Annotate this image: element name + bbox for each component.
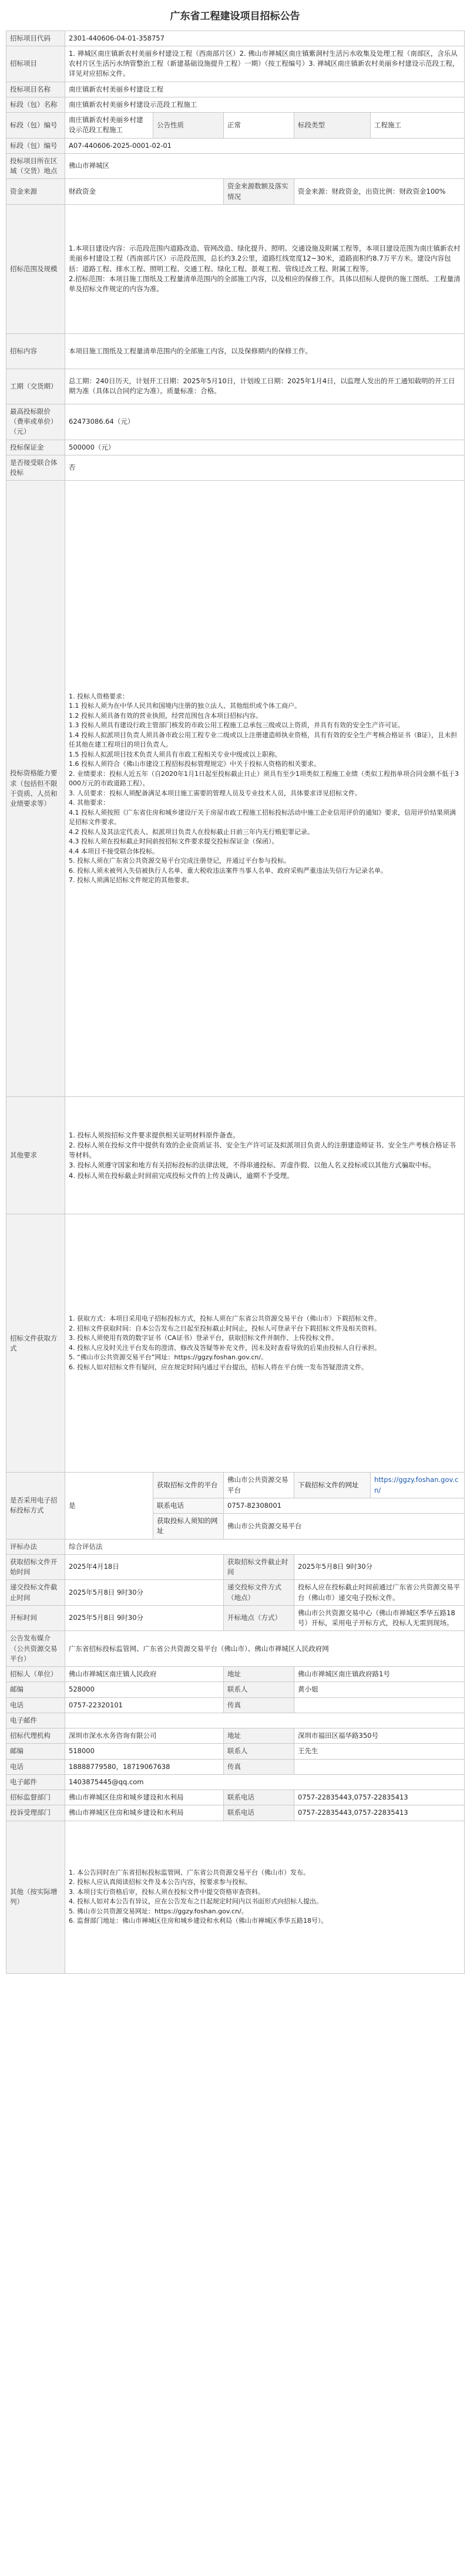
pkg-code-label: 标段（包）编号 [6, 113, 65, 139]
fund-source-label: 资金来源 [6, 179, 65, 205]
fund-amount-value: 资金来源：财政资金，出资比例：财政资金100% [294, 179, 465, 205]
qualification-label: 投标资格能力要求（包括但不限于资质、人员和业绩要求等） [6, 481, 65, 1097]
bid-place-value: 投标人应在投标截止时间前通过广东省公共资源交易平台（佛山市）递交电子投标文件。 [294, 1580, 465, 1606]
agency-phone-label: 电话 [6, 1759, 65, 1774]
postcode-label: 邮编 [6, 1682, 65, 1697]
bid-deadline-label: 递交投标文件截止时间 [6, 1580, 65, 1606]
page-title: 广东省工程建设项目招标公告 [170, 11, 300, 22]
supervisor-phone-label: 联系电话 [224, 1790, 294, 1805]
name-value: 1. 禅城区南庄镇新农村美丽乡村建设工程（西南部片区）2. 佛山市禅城区南庄镇紫洞村生活污水收集及处理工程（南部区，含乐从农村片区生活污水纳管整治工程（新建基础设施提升工程）一期）（按工程编号）3. 禅城区南庄镇新农村美丽乡村建设示范段工程，详见对应招标文件。 [65, 46, 465, 82]
agency-fax-label: 传真 [224, 1759, 294, 1774]
platform-addr-label: 下载招标文件的网址 [294, 1473, 371, 1498]
scope-label: 招标范围及规模 [6, 204, 65, 333]
agency-value: 深圳市深水水务咨询有限公司 [65, 1728, 224, 1744]
pkg-type-value: 工程施工 [371, 113, 465, 139]
open-place-value: 佛山市公共资源交易中心（佛山市禅城区季华五路18号）开标，采用电子开标方式，投标人无需到现场。 [294, 1605, 465, 1631]
public-note-value: 正常 [224, 113, 294, 139]
other-notes-value: 1. 本公告同时在广东省招标投标监管网、广东省公共资源交易平台（佛山市）发布。 2. 投标人应认真阅读招标文件及本公告内容，按要求参与投标。 3. 本项目实行资格后审，投标人须在投标文件中提交资格审查资料。 4. 投标人如对本公告有异议，应在公告发布之日起规定时间内以书面形式向招标人提出。 5. 佛山市公共资源交易网址：https://ggzy.foshan.gov.cn/。 6. 监督部门地址：佛山市禅城区住房和城乡建设和水利局（佛山市禅城区季华五路18号）。 [65, 1821, 465, 1973]
code-value: 2301-440606-04-01-358757 [65, 31, 465, 46]
fax-value [294, 1697, 465, 1713]
agency-addr-value: 深圳市福田区福华路350号 [294, 1728, 465, 1744]
guarantee-value: 500000（元） [65, 440, 465, 455]
address-label: 地址 [224, 1667, 294, 1682]
fund-amount-label: 资金来源数额及落实情况 [224, 179, 294, 205]
pkg-name-short: 南庄镇新农村美丽乡村建设示范段工程施工 [65, 113, 153, 139]
complaint-label: 投诉受理部门 [6, 1805, 65, 1821]
elec-contact-value: 0757-82308001 [224, 1498, 465, 1513]
content-label: 招标内容 [6, 333, 65, 369]
agency-phone-value: 18888779580，18719067638 [65, 1759, 224, 1774]
other-notes-label: 其他（按实际增列） [6, 1821, 65, 1973]
bid-place-label: 递交投标文件方式（地点） [224, 1580, 294, 1606]
fax-label: 传真 [224, 1697, 294, 1713]
project-name-label: 投标项目名称 [6, 82, 65, 97]
eval-method-label: 评标办法 [6, 1539, 65, 1554]
period-label: 工期（交货期） [6, 369, 65, 404]
scope-value: 1.本项目建设内容：示范段范围内道路改造、管网改造、绿化提升、照明、交通设施及附属工程等，本项目建设范围为南庄镇新农村美丽乡村建设工程（西南部片区）示范段范围，总长约3.2公里，道路红线宽度12~30米，道路面积约8.7万平方米。建设内容包括：道路工程、排水工程、照明工程、交通工程、绿化工程、景观工程、管线迁改工程、附属工程等。 2.招标范围：本项目施工图纸及工程量清单范围内的全部施工内容，以及相应的保修工作。具体以招标人提供的施工图纸、工程量清单及招标文件规定的内容为准。 [65, 204, 465, 333]
land-value: 佛山市禅城区 [65, 153, 465, 179]
public-note-label: 公告性质 [153, 113, 224, 139]
elec-platform-value: 佛山市公共资源交易平台 [224, 1473, 294, 1498]
pkg-name-label: 标段（包）名称 [6, 97, 65, 112]
agency-contact-label: 联系人 [224, 1744, 294, 1759]
agency-postcode-value: 518000 [65, 1744, 224, 1759]
phone-label: 电话 [6, 1697, 65, 1713]
tenderer-label: 招标人（单位） [6, 1667, 65, 1682]
agency-email-value: 1403875445@qq.com [65, 1774, 465, 1790]
email-value [65, 1713, 465, 1728]
bid-deadline-value: 2025年5月8日 9时30分 [65, 1580, 224, 1606]
complaint-value: 佛山市禅城区住房和城乡建设和水利局 [65, 1805, 224, 1821]
pkg-code-value: A07-440606-2025-0001-02-01 [65, 138, 465, 153]
agency-addr-label: 地址 [224, 1728, 294, 1744]
complaint-phone-value: 0757-22835443,0757-22835413 [294, 1805, 465, 1821]
address-value: 佛山市禅城区南庄镇政府路1号 [294, 1667, 465, 1682]
joint-label: 是否接受联合体投标 [6, 455, 65, 481]
open-place-label: 开标地点（方式） [224, 1605, 294, 1631]
agency-email-label: 电子邮件 [6, 1774, 65, 1790]
procurement-value: 佛山市公共资源交易平台 [224, 1514, 465, 1539]
electronic-value: 1. 获取方式：本项目采用电子招标投标方式，投标人须在广东省公共资源交易平台（佛山市）下载招标文件。 2. 招标文件获取时间：自本公告发布之日起至投标截止时间止，投标人可登录平台下载招标文件及相关资料。 3. 投标人须使用有效的数字证书（CA证书）登录平台，获取招标文件并制作、上传投标文件。 4. 投标人应及时关注平台发布的澄清、修改及答疑等补充文件，因未及时查看导致的后果由投标人自行承担。 5. “佛山市公共资源交易平台”网址：https://ggzy.foshan.gov.cn/。 6. 投标人如对招标文件有疑问，应在规定时间内通过平台提出，招标人将在平台统一发布答疑澄清文件。 [65, 1214, 465, 1473]
pkg-code-label-2: 标段（包）编号 [6, 138, 65, 153]
price-limit-label: 最高投标限价（费率或单价）（元） [6, 404, 65, 440]
get-end-value: 2025年5月8日 9时30分 [294, 1554, 465, 1580]
supervisor-value: 佛山市禅城区住房和城乡建设和水利局 [65, 1790, 224, 1805]
is-electronic-value: 是 [65, 1473, 153, 1539]
open-time-label: 开标时间 [6, 1605, 65, 1631]
complaint-phone-label: 联系电话 [224, 1805, 294, 1821]
open-time-value: 2025年5月8日 9时30分 [65, 1605, 224, 1631]
pkg-type-label: 标段类型 [294, 113, 371, 139]
fund-source-value: 财政资金 [65, 179, 224, 205]
procurement-label: 获取投标人须知的网址 [153, 1514, 224, 1539]
get-end-label: 获取招标文件截止时间 [224, 1554, 294, 1580]
electronic-label: 招标文件获取方式 [6, 1214, 65, 1473]
notice-table [6, 31, 465, 1974]
agency-label: 招标代理机构 [6, 1728, 65, 1744]
period-value: 总工期：240日历天，计划开工日期：2025年5月10日，计划竣工日期：2025年1月4日，以监理人发出的开工通知载明的开工日期为准（具体以合同约定为准）。质量标准：合格。 [65, 369, 465, 404]
project-name-value: 南庄镇新农村美丽乡村建设工程 [65, 82, 465, 97]
eval-method-value: 综合评估法 [65, 1539, 465, 1554]
guarantee-label: 投标保证金 [6, 440, 65, 455]
supervisor-label: 招标监督部门 [6, 1790, 65, 1805]
get-start-label: 获取招标文件开始时间 [6, 1554, 65, 1580]
name-label: 招标项目 [6, 46, 65, 82]
agency-fax-value [294, 1759, 465, 1774]
code-label: 招标项目代码 [6, 31, 65, 46]
elec-platform-label: 获取招标文件的平台 [153, 1473, 224, 1498]
email-label: 电子邮件 [6, 1713, 65, 1728]
postcode-value: 528000 [65, 1682, 224, 1697]
media-value: 广东省招标投标监管网、广东省公共资源交易平台（佛山市）、佛山市禅城区人民政府网 [65, 1631, 465, 1667]
platform-addr-value[interactable]: https://ggzy.foshan.gov.cn/ [371, 1473, 465, 1498]
other-req-value: 1. 投标人须按招标文件要求提供相关证明材料原件备查。 2. 投标人须在投标文件中提供有效的企业资质证书、安全生产许可证及拟派项目负责人的注册建造师证书、安全生产考核合格证书等材料。 3. 投标人须遵守国家和地方有关招标投标的法律法规，不得串通投标、弄虚作假、以他人名义投标或以其他方式骗取中标。 4. 投标人须在投标截止时间前完成投标文件的上传及确认，逾期不予受理。 [65, 1097, 465, 1214]
tenderer-value: 佛山市禅城区南庄镇人民政府 [65, 1667, 224, 1682]
price-limit-value: 62473086.64（元） [65, 404, 465, 440]
contact-value: 黄小姐 [294, 1682, 465, 1697]
joint-value: 否 [65, 455, 465, 481]
media-label: 公告发布媒介（公共资源交易平台） [6, 1631, 65, 1667]
is-electronic-label: 是否采用电子招标投标方式 [6, 1473, 65, 1539]
land-label: 投标项目所在区域（交货）地点 [6, 153, 65, 179]
elec-contact-label: 联系电话 [153, 1498, 224, 1513]
other-req-label: 其他要求 [6, 1097, 65, 1214]
phone-value: 0757-22320101 [65, 1697, 224, 1713]
contact-label: 联系人 [224, 1682, 294, 1697]
qualification-value: 1. 投标人资格要求： 1.1 投标人须为在中华人民共和国境内注册的独立法人、其他组织或个体工商户。 1.2 投标人须具备有效的营业执照，经营范围包含本项目招标内容。 1.3 投标人须具有建设行政主管部门核发的市政公用工程施工总承包三级或以上资质，并具有有效的安全生产许可证。 1.4 投标人拟派项目负责人须具备市政公用工程专业二级或以上注册建造师执业资格，具有有效的安全生产考核合格证书（B证），且未担任其他在建工程项目的项目负责人。 1.5 投标人拟派项目技术负责人须具有市政工程相关专业中级或以上职称。 1.6 投标人须符合《佛山市建设工程招标投标管理规定》中关于投标人资格的相关要求。 2. 业绩要求：投标人近五年（自2020年1月1日起至投标截止日止）须具有至少1项类似工程施工业绩（类似工程指单项合同金额不低于3000万元的市政道路工程）。 3. 人员要求：投标人须配备满足本项目施工需要的管理人员及专业技术人员，具体要求详见招标文件。 4. 其他要求： 4.1 投标人须按照《广东省住房和城乡建设厅关于房屋市政工程施工招标投标活动中施工企业信用评价的通知》要求，信用评价结果须满足招标文件要求。 4.2 投标人及其法定代表人、拟派项目负责人在投标截止日前三年内无行贿犯罪记录。 4.3 投标人须在投标截止时间前按招标文件要求提交投标保证金（保函）。 4.4 本项目不接受联合体投标。 5. 投标人须在广东省公共资源交易平台完成注册登记，并通过平台参与投标。 6. 投标人须未被列入失信被执行人名单、重大税收违法案件当事人名单、政府采购严重违法失信行为记录名单。 7. 投标人须满足招标文件规定的其他要求。 [65, 481, 465, 1097]
agency-contact-value: 王先生 [294, 1744, 465, 1759]
content-value: 本项目施工图纸及工程量清单范围内的全部施工内容，以及保修期内的保修工作。 [65, 333, 465, 369]
supervisor-phone-value: 0757-22835443,0757-22835413 [294, 1790, 465, 1805]
agency-postcode-label: 邮编 [6, 1744, 65, 1759]
get-start-value: 2025年4月18日 [65, 1554, 224, 1580]
pkg-name-value: 南庄镇新农村美丽乡村建设示范段工程施工 [65, 97, 465, 112]
